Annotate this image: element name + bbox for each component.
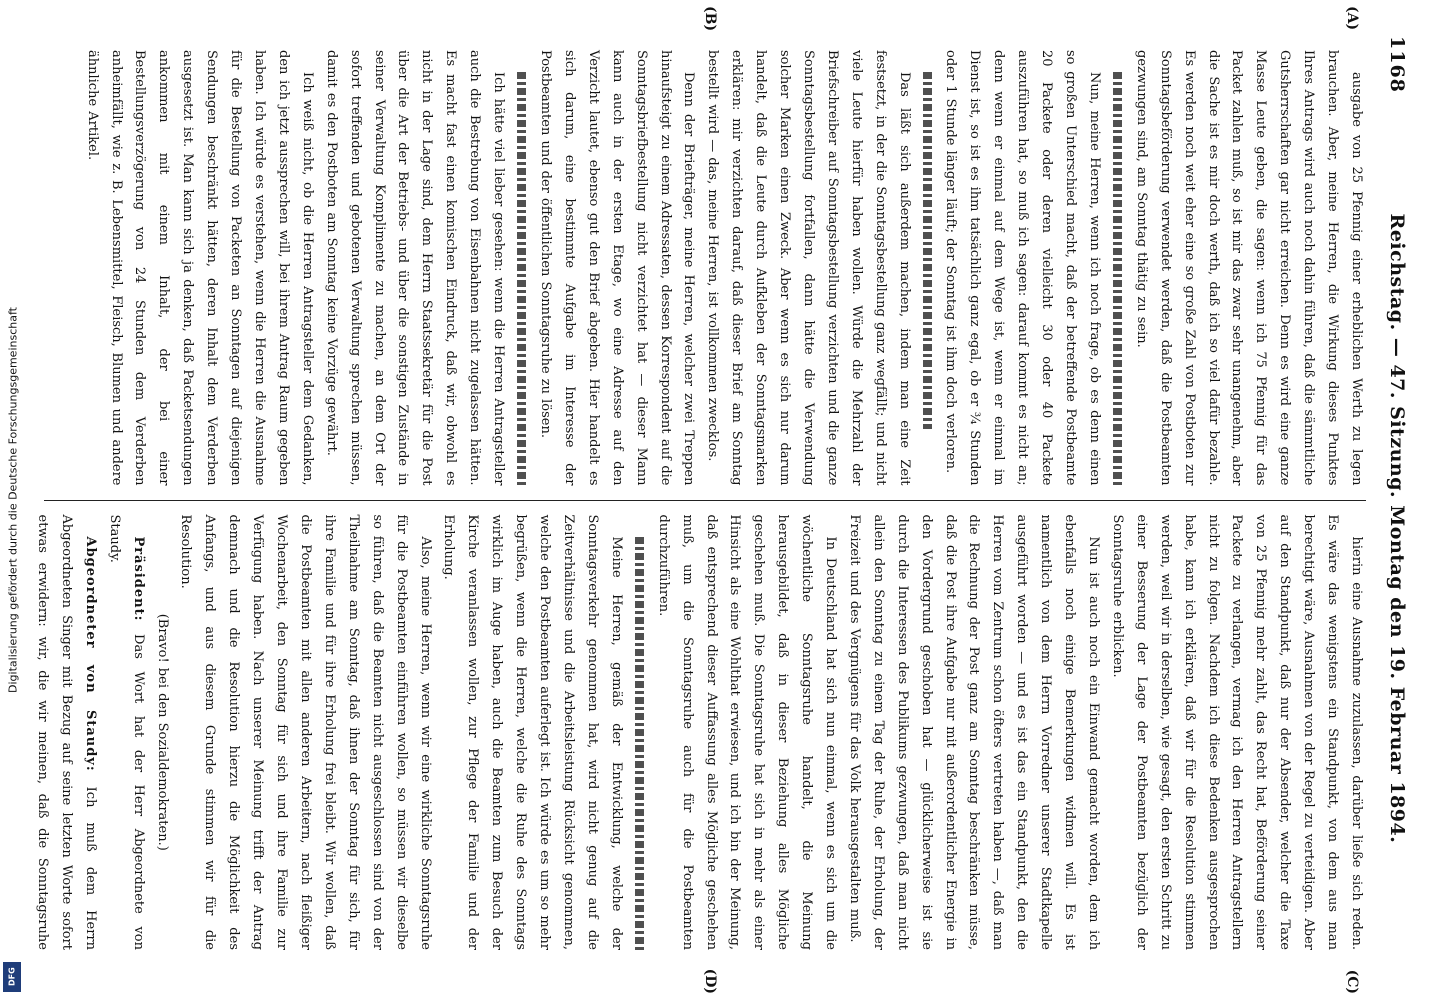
margin-mark-b: (B) xyxy=(702,6,718,32)
digitisation-strip xyxy=(0,0,26,1000)
dfg-logo-icon: DFG xyxy=(3,962,21,992)
page-content xyxy=(35,6,1408,994)
left-paragraph-1: ausgabe von 25 Pfennig einer erheblichen Werth zu legen brauchen. Aber, meine Herren, die Wirkung dieses Punktes Ihres Antrags wird auch noch dahin führen, daß die sämmtliche Gutsherrschaften gar nicht erreichen. Denn es wird eine ganze Masse Leute geben, die sagen: wenn ich 75 Pfennig für das Packet zahlen muß, so ist mir das zwar sehr unangenehm, aber die Sache ist es mir doch werth, daß ich so viel dafür bezahle. Es werden noch weit eher eine so große Zahl von Postboten zur Sonntagsbeförderung verwendet werden, daß die Postbeamten gezwungen sind, am Sonntag thätig zu sein. xyxy=(1133,50,1364,486)
digitisation-credit: Digitalisierung gefördert durch die Deutsche Forschungsgemeinschaft xyxy=(6,307,20,693)
president-text: Das Wort hat der Herr Abgeordnete von Staudy. xyxy=(106,514,146,950)
president-statement xyxy=(102,515,150,951)
right-column xyxy=(35,501,1368,965)
left-text-line-block xyxy=(923,72,932,429)
speaker-president: Präsident: xyxy=(130,536,146,622)
left-text-line-block xyxy=(1113,72,1122,486)
page-title: Reichstag. — 47. Sitzung. Montag den 19. Februar 1894. xyxy=(1386,213,1408,844)
right-paragraph-3: In Deutschland hat sich nun einmal, wenn es sich um die wöchentliche Sonntagsruhe handelt, die Meinung herausgebildet, daß in dieser Beziehung alles Mögliche geschehen muß. Die Sonntagsruhe hat sich in mehr als einer Hinsicht als eine Wohlthat erwiesen, und ich bin der Meinung, daß entsprechend dieser Auffassung alles Mögliche geschehen muß, um die Sonntagsruhe auch für die Postbeamten durchzuführen. xyxy=(655,514,839,950)
margin-mark-d: (D) xyxy=(702,968,718,994)
right-paragraph-4: Meine Herren, gemäß der Entwicklung, welche der Sonntagsverkehr genommen hat, wird nicht genug auf die Zeitverhältnisse und die Arbeitsleistung Rücksicht genommen, welche den Postbeamten auferlegt ist. Ich würde es um so mehr begrüßen, wenn die Herren, welche die Ruhe des Sonntags wirklich im Auge haben, auch die Beamten zum Besuch der Kirche veranlassen wollen, zur Pflege der Familie und der Erholung. xyxy=(441,514,624,950)
left-paragraph-2: Nun, meine Herren, wenn ich noch frage, ob es denn einen so großen Unterschied macht, daß der betreffende Postbeamte 20 Packete oder deren vielleicht 30 oder 40 Packete auszuführen hat, so muß ich sagen: darauf kommt es nicht an; denn wenn er einmal auf dem Wege ist, wenn er einmal im Dienst ist, so ist es ihm tatsächlich ganz egal, ob er ¾ Stunden oder 1 Stunde länger läuft; der Sonntag ist ihm doch verloren. xyxy=(943,50,1102,486)
right-text-line-block xyxy=(635,537,644,951)
speaker-staudy: Abgeordneter von Staudy: xyxy=(82,536,98,772)
right-paragraph-2: Nun ist auch noch ein Einwand gemacht worden, dem ich ebenfalls noch einige Bemerkungen widmen will. Es ist namentlich von dem Herrn Vorredner unserer Stadtkapelle ausgeführt worden — und es ist das ein Standpunkt, den die Herren vom Zentrum schon öfters vertreten haben —, daß man die Rechnung der Post ganz am Sonntag beschränken müsse, daß die Post ihre Aufgabe nur mit außerordentlicher Energie in den Vordergrund geschoben hat — glücklicherweise ist sie durch die Interessen des Publikums gezwungen, daß man nicht allein den Sonntag zu einem Tag der Ruhe, der Erholung, der Freizeit und des Vergnügens für das Volk herausgestalten muß. xyxy=(846,514,1102,950)
left-paragraph-6: Ich weiß nicht, ob die Herren Antragsteller dem Gedanken, den ich jetzt aussprechen will, bei ihrem Antrag Raum gegeben haben. Ich würde es verstehen, wenn die Herren die Ausnahme für die Bestellung von Packeten an Sonntagen auf diejenigen Sendungen beschränkt hätten, deren Inhalt dem Verderben ausgesetzt ist. Man kann sich ja denken, daß Packetsendungen ankommen mit einem Inhalt, der bei einer Bestellungsverzögerung von 24 Stunden dem Verderben anheimfällt, wie z. B. Lebensmittel, Fleisch, Blumen und andere ähnliche Artikel. xyxy=(84,50,315,486)
right-paragraph-1: hierin eine Ausnahme zuzulassen, darüber ließe sich reden. Es wäre das wenigstens ein Standpunkt, von dem aus man berechtigt wäre, Ausnahmen von der Regel zu verteidigen. Aber auf den Standpunkt, daß nur der Absender, welcher die Taxe von 25 Pfennig mehr zahlt, das Recht hat, Beförderung seiner Packete zu verlangen, vermag ich den Herren Antragstellern nicht zu folgen. Nachdem ich diese Bedenken ausgesprochen habe, kann ich erklären, daß wir für die Resolution stimmen werden, weil wir in derselben, wie gesagt, den ersten Schritt zu einer Besserung der Lage der Postbeamten bezüglich der Sonntagsruhe erblicken. xyxy=(1109,514,1364,950)
page-number: 1168 xyxy=(1386,36,1408,93)
right-paragraph-5: Also, meine Herren, wenn wir eine wirkliche Sonntagsruhe für die Postbeamten einführen wollen, so müssen wir dieselbe so führen, daß die Beamten nicht ausgeschlossen sind von der Theilnahme am Sonntag, daß ihnen der Sonntag für sich, für ihre Familie und für ihre Erholung frei bleibt. Wir wollen, daß die Postbeamten mit allen anderen Arbeitern, nach fleißiger Wochenarbeit, den Sonntag für sich und ihre Familie zur Verfügung haben. Nach unserer Meinung trifft der Antrag demnach und die Resolution hierzu die Möglichkeit des Anfangs, und aus diesem Grunde stimmen wir für die Resolution. xyxy=(178,514,433,950)
margin-mark-c: (C) xyxy=(1344,969,1360,994)
left-paragraph-4: Denn der Briefträger, meine Herren, welcher zwei Treppen hinaufsteigt zu einem Adressaten, dessen Korrespondent auf die Sonntagsbriefbestellung nicht verzichtet hat — dieser Mann kann auch in der ersten Etage, wo eine Adresse auf den Verzicht lautet, ebenso gut den Brief abgeben. Hier handelt es sich darum, eine bestimmte Aufgabe im Interesse der Postbeamten und der öffentlichen Sonntagsruhe zu lösen. xyxy=(538,50,697,486)
left-paragraph-3: Das läßt sich außerdem machen, indem man eine Zeit festsetzt, in der die Sonntagsbestellung ganz wegfällt; und nicht viele Leute hierfür haben wollen. Würde die Mehrzahl der Briefschreiber auf Sonntagsbestellung verzichten und die ganze Sonntagsbestellung fortfallen, dann hätte die Verwendung solcher Marken einen Zweck. Aber wenn es sich nur darum handelt, daß die Leute durch Aufkleben der Sonntagsmarken erklären: mir verzichten darauf, daß dieser Brief am Sonntag bestellt wird — das, meine Herren, ist vollkommen zwecklos. xyxy=(705,50,912,486)
text-columns xyxy=(35,36,1368,964)
left-column xyxy=(46,36,1368,500)
left-text-line-block xyxy=(517,72,526,486)
staudy-text: Ich muß dem Herrn Abgeordneten Singer mit Bezug auf seine letzten Worte sofort etwas erwidern: wir, die wir meinen, daß die Sonntagsruhe xyxy=(35,514,98,951)
applause-note: (Bravo! bei den Sozialdemokraten.) xyxy=(154,613,170,851)
page-header xyxy=(1380,36,1408,964)
margin-mark-a: (A) xyxy=(1344,6,1360,31)
left-paragraph-5: Ich hätte viel lieber gesehen: wenn die Herren Antragsteller auch die Bestrebung von Eisenbahnen nicht zugelassen hätten. Es macht fast einen komischen Eindruck, daß wir, obwohl es nicht in der Lage sind, dem Herrn Staatssekretär für die Post über die Art der Betriebs- und über die sonstigen Zustände in seiner Verwaltung Komplimente zu machen, an dem Ort der sofort treffenden und gebotenen Verwaltung sprechen müssen, damit es den Postboten am Sonntag keine Vorzüge gewährt. xyxy=(323,50,507,486)
